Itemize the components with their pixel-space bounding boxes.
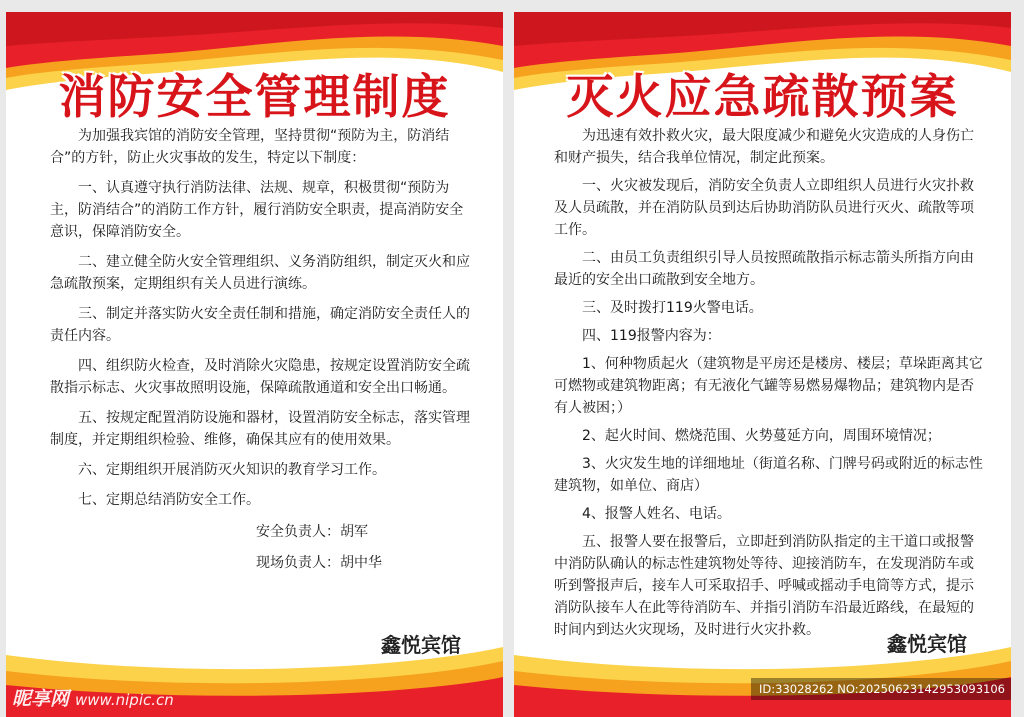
paragraph: 二、建立健全防火安全管理组织、义务消防组织，制定灭火和应急疏散预案，定期组织有关人员进行演练。 — [50, 254, 470, 292]
emergency-plan-text — [554, 125, 984, 647]
paragraph: 一、认真遵守执行消防法律、法规、规章，积极贯彻“预防为主，防消结合”的消防工作方针，履行消防安全职责，提高消防安全意识，保障消防安全。 — [50, 180, 464, 240]
page-title: 消防安全管理制度 — [58, 70, 451, 125]
paragraph: 一、火灾被发现后，消防安全负责人立即组织人员进行火灾扑救及人员疏散，并在消防队员到达后协助消防队员进行灭火、疏散等项工作。 — [554, 178, 974, 238]
paragraph: 3、火灾发生地的详细地址（街道名称、门牌号码或附近的标志性建筑物，如单位、商店） — [554, 456, 983, 494]
paragraph: 为加强我宾馆的消防安全管理，坚持贯彻“预防为主，防消结合”的方针，防止火灾事故的发生，特定以下制度： — [50, 128, 450, 166]
signature-block — [50, 521, 470, 574]
watermark-brand-name: 昵享网 — [12, 688, 70, 710]
watermark-id: ID:33028262 NO:20250623142953093106 — [751, 678, 1011, 700]
right-poster-panel — [514, 12, 1011, 717]
paragraph: 五、按规定配置消防设施和器材，设置消防安全标志，落实管理制度，并定期组织检验、维修，确保其应有的使用效果。 — [50, 410, 470, 448]
paragraph: 七、定期总结消防安全工作。 — [78, 492, 260, 508]
watermark-brand — [12, 684, 174, 711]
paragraph: 为迅速有效扑救火灾，最大限度减少和避免火灾造成的人身伤亡和财产损失，结合我单位情况，制定此预案。 — [554, 128, 974, 166]
paragraph: 六、定期组织开展消防灭火知识的教育学习工作。 — [78, 462, 386, 478]
paragraph: 1、何种物质起火（建筑物是平房还是楼房、楼层；草垛距离其它可燃物或建筑物距离；有无液化气罐等易燃易爆物品；建筑物内是否有人被困；） — [554, 356, 983, 416]
paragraph: 五、报警人要在报警后，立即赶到消防队指定的主干道口或报警中消防队确认的标志性建筑物处等待、迎接消防车，在发现消防车或听到警报声后，接车人可采取招手、呼喊或摇动手电筒等方式，提示消防队接车人在此等待消防车、并指引消防车沿最近路线，在最短的时间内到达火灾现场，及时进行火灾扑救。 — [554, 534, 974, 638]
paragraph: 4、报警人姓名、电话。 — [582, 506, 731, 522]
left-poster-panel — [6, 12, 503, 717]
paragraph: 四、119报警内容为： — [582, 328, 721, 344]
hotel-name: 鑫悦宾馆 — [887, 632, 967, 656]
regulation-text — [50, 125, 470, 583]
watermark-url: www.nipic.cn — [75, 691, 174, 709]
paragraph: 2、起火时间、燃烧范围、火势蔓延方向，周围环境情况； — [582, 428, 941, 444]
paragraph: 四、组织防火检查，及时消除火灾隐患，按规定设置消防安全疏散指示标志、火灾事故照明设施，保障疏散通道和安全出口畅通。 — [50, 358, 470, 396]
page-title: 灭火应急疏散预案 — [566, 70, 959, 125]
paragraph: 三、制定并落实防火安全责任制和措施，确定消防安全责任人的责任内容。 — [50, 306, 470, 344]
paragraph: 三、及时拨打119火警电话。 — [582, 300, 763, 316]
safety-person: 安全负责人：胡军 — [256, 524, 368, 540]
paragraph: 二、由员工负责组织引导人员按照疏散指示标志箭头所指方向由最近的安全出口疏散到安全地方。 — [554, 250, 974, 288]
site-person: 现场负责人：胡中华 — [256, 555, 382, 571]
hotel-name: 鑫悦宾馆 — [381, 633, 461, 657]
